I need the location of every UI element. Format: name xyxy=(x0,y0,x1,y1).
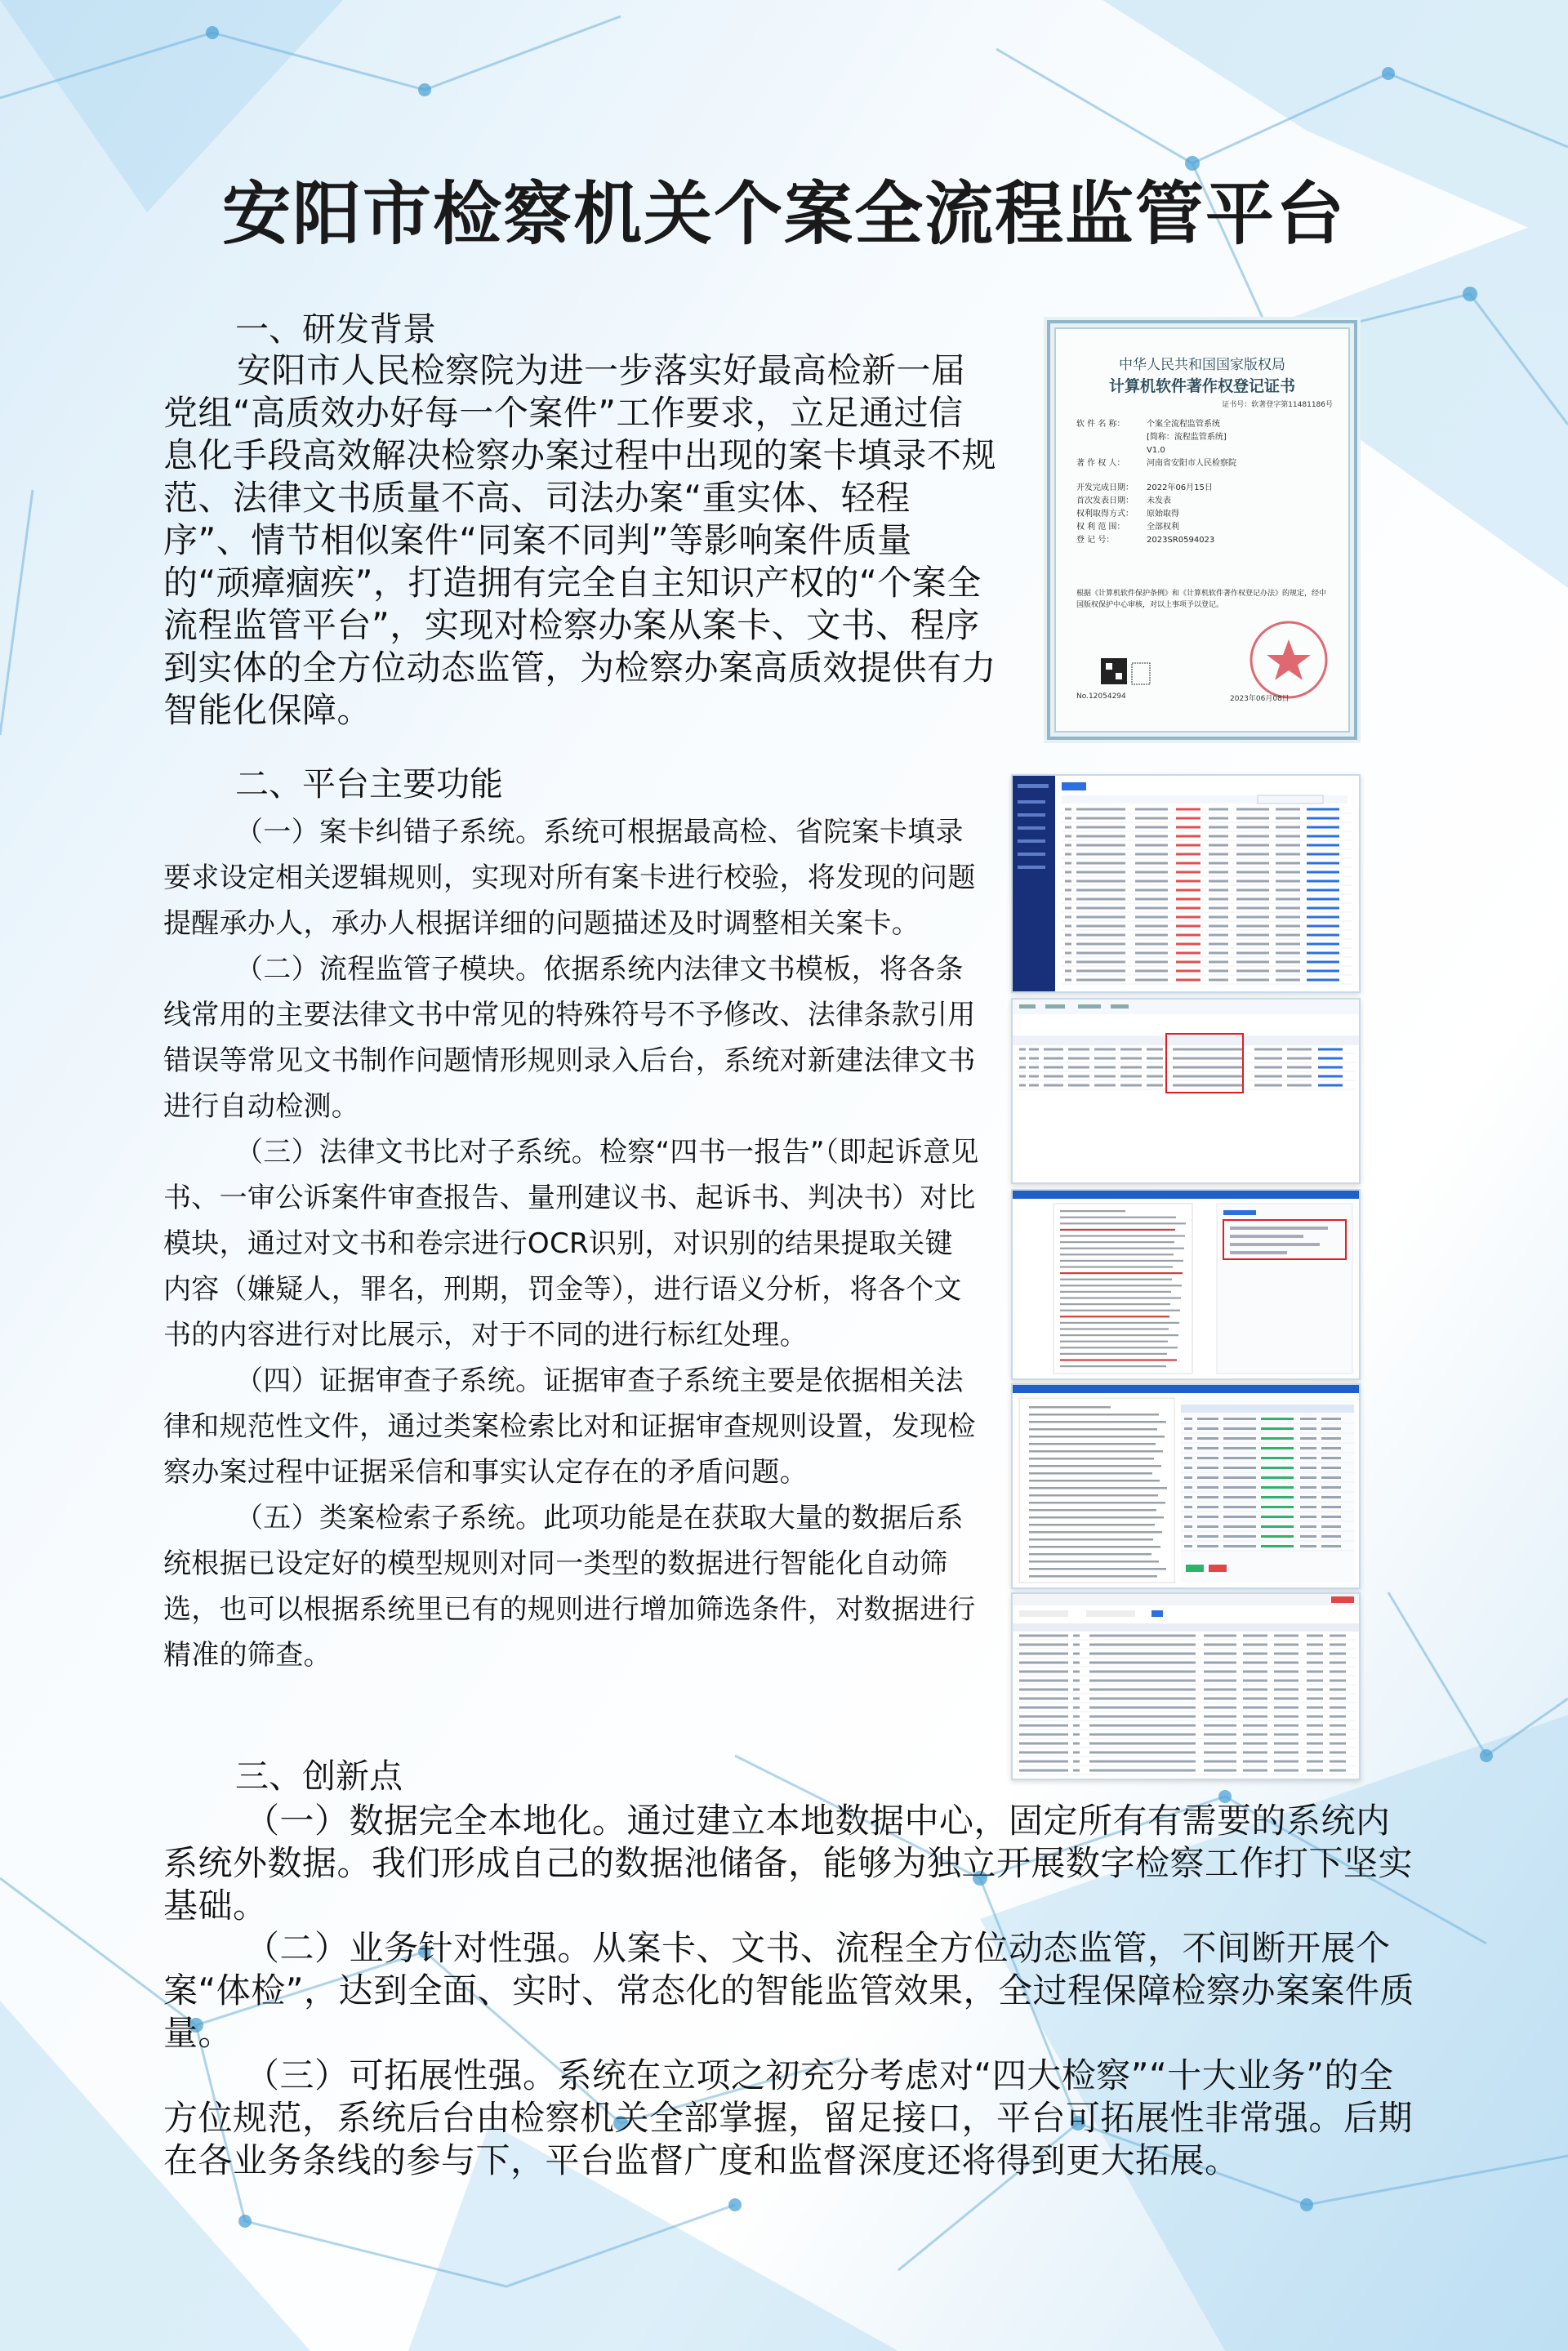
screenshot-case-card-system xyxy=(1011,774,1361,993)
cert-issuer: 中华人民共和国国家版权局 xyxy=(1119,357,1285,373)
section-heading: 一、研发背景 xyxy=(235,309,436,349)
cert-row-label: 首次发表日期： xyxy=(1076,496,1134,505)
cert-row-value: 原始取得 xyxy=(1147,510,1179,519)
cert-row-label: 权利取得方式： xyxy=(1076,510,1134,519)
function-item: （三）法律文书比对子系统。检察“四书一报告”（即起诉意见书、一审公诉案件审查报告、量刑建议书、起诉书、判决书）对比模块，通过对文书和卷宗进行OCR识别，对识别的结果提取关键内容（嫌疑人，罪名，刑期，罚金等），进行语义分析，将各个文书的内容进行对比展示，对于不同的进行标红处理。 xyxy=(163,1136,979,1351)
cert-row xyxy=(1076,534,1330,547)
cert-statement: 根据《计算机软件保护条例》和《计算机软件著作权登记办法》的规定，经中国版权保护中心审核，对以上事项予以登记。 xyxy=(1076,590,1327,609)
cert-row xyxy=(1076,482,1330,495)
cert-row xyxy=(1076,418,1330,431)
cert-row-label: 软 件 名 称： xyxy=(1076,420,1125,429)
cert-row xyxy=(1076,495,1330,508)
section-heading: 三、创新点 xyxy=(235,1757,403,1796)
innovation-item: （二）业务针对性强。从案卡、文书、流程全方位动态监管，不间断开展个案“体检”，达到全面、实时、常态化的智能监管效果，全过程保障检察办案案件质量。 xyxy=(163,1928,1415,2053)
cert-row-label: 登 记 号： xyxy=(1076,536,1115,545)
screenshot-document-compare xyxy=(1011,1189,1361,1380)
qr-code xyxy=(1101,658,1127,684)
poster-title: 安阳市检察机关个案全流程监管平台 xyxy=(221,174,1346,254)
cert-serial: No.12054294 xyxy=(1076,692,1126,701)
function-item: （一）案卡纠错子系统。系统可根据最高检、省院案卡填录要求设定相关逻辑规则，实现对所有案卡进行校验，将发现的问题提醒承办人，承办人根据详细的问题描述及时调整相关案卡。 xyxy=(163,816,976,940)
cert-row-label: 开发完成日期： xyxy=(1076,483,1134,492)
section-background xyxy=(163,309,996,732)
cert-row-value: 2022年06月15日 xyxy=(1147,483,1213,492)
copyright-certificate-image xyxy=(1044,317,1361,743)
cert-row-value: 全部权利 xyxy=(1147,523,1179,532)
cert-row-value: [简称：流程监管系统] xyxy=(1147,433,1227,442)
innovation-item: （一）数据完全本地化。通过建立本地数据中心，固定所有有需要的系统内系统外数据。我们形成自己的数据池储备，能够为独立开展数字检察工作打下坚实基础。 xyxy=(163,1801,1414,1926)
cert-row-label: 著 作 权 人： xyxy=(1076,459,1125,468)
function-item: （四）证据审查子系统。证据审查子系统主要是依据相关法律和规范性文件，通过类案检索比对和证据审查规则设置，发现检察办案过程中证据采信和事实认定存在的矛盾问题。 xyxy=(163,1365,976,1489)
innovation-item: （三）可拓展性强。系统在立项之初充分考虑对“四大检察”“十大业务”的全方位规范，系统后台由检察机关全部掌握，留足接口，平台可拓展性非常强。后期在各业务条线的参与下，平台监督广度和监督深度还将得到更大拓展。 xyxy=(163,2055,1414,2180)
cert-row-value: V1.0 xyxy=(1147,446,1165,455)
cert-row-value: 个案全流程监管系统 xyxy=(1147,420,1220,429)
screenshot-process-monitor xyxy=(1011,998,1361,1184)
function-item: （五）类案检索子系统。此项功能是在获取大量的数据后系统根据已设定好的模型规则对同一类型的数据进行智能化自动筛选，也可以根据系统里已有的规则进行增加筛选条件，对数据进行精准的筛查。 xyxy=(163,1502,976,1672)
cert-date: 2023年06月08日 xyxy=(1230,695,1290,703)
screenshot-evidence-review xyxy=(1011,1383,1361,1589)
section-body: 安阳市人民检察院为进一步落实好最高检新一届党组“高质效办好每一个案件”工作要求，立足通过信息化手段高效解决检察办案过程中出现的案卡填录不规范、法律文书质量不高、司法办案“重实体、轻程序”、情节相似案件“同案不同判”等影响案件质量的“顽瘴痼疾”，打造拥有完全自主知识产权的“个案全流程监管平台”，实现对检察办案从案卡、文书、程序到实体的全方位动态监管，为检察办案高质效提供有力智能化保障。 xyxy=(163,350,997,730)
section-innovation xyxy=(163,1756,1421,2182)
cert-row xyxy=(1076,457,1330,470)
cert-row xyxy=(1076,444,1330,457)
cert-row-value: 2023SR0594023 xyxy=(1147,536,1215,545)
section-main-functions xyxy=(163,764,980,1678)
cert-row-label: 权 利 范 围： xyxy=(1076,523,1125,532)
cert-number: 证书号：软著登字第11481186号 xyxy=(1222,401,1333,409)
cert-row xyxy=(1076,431,1330,444)
function-item: （二）流程监管子模块。依据系统内法律文书模板，将各条线常用的主要法律文书中常见的特殊符号不予修改、法律条款引用错误等常见文书制作问题情形规则录入后台，系统对新建法律文书进行自动检测。 xyxy=(163,953,976,1123)
cert-title: 计算机软件著作权登记证书 xyxy=(1108,377,1295,395)
cert-rows xyxy=(1076,418,1330,547)
section-heading: 二、平台主要功能 xyxy=(235,764,503,804)
screenshot-similar-case-search xyxy=(1011,1592,1361,1780)
cert-row-value: 河南省安阳市人民检察院 xyxy=(1147,459,1236,468)
cert-row-value: 未发表 xyxy=(1147,496,1171,505)
cert-row xyxy=(1076,508,1330,521)
cert-row xyxy=(1076,521,1330,534)
